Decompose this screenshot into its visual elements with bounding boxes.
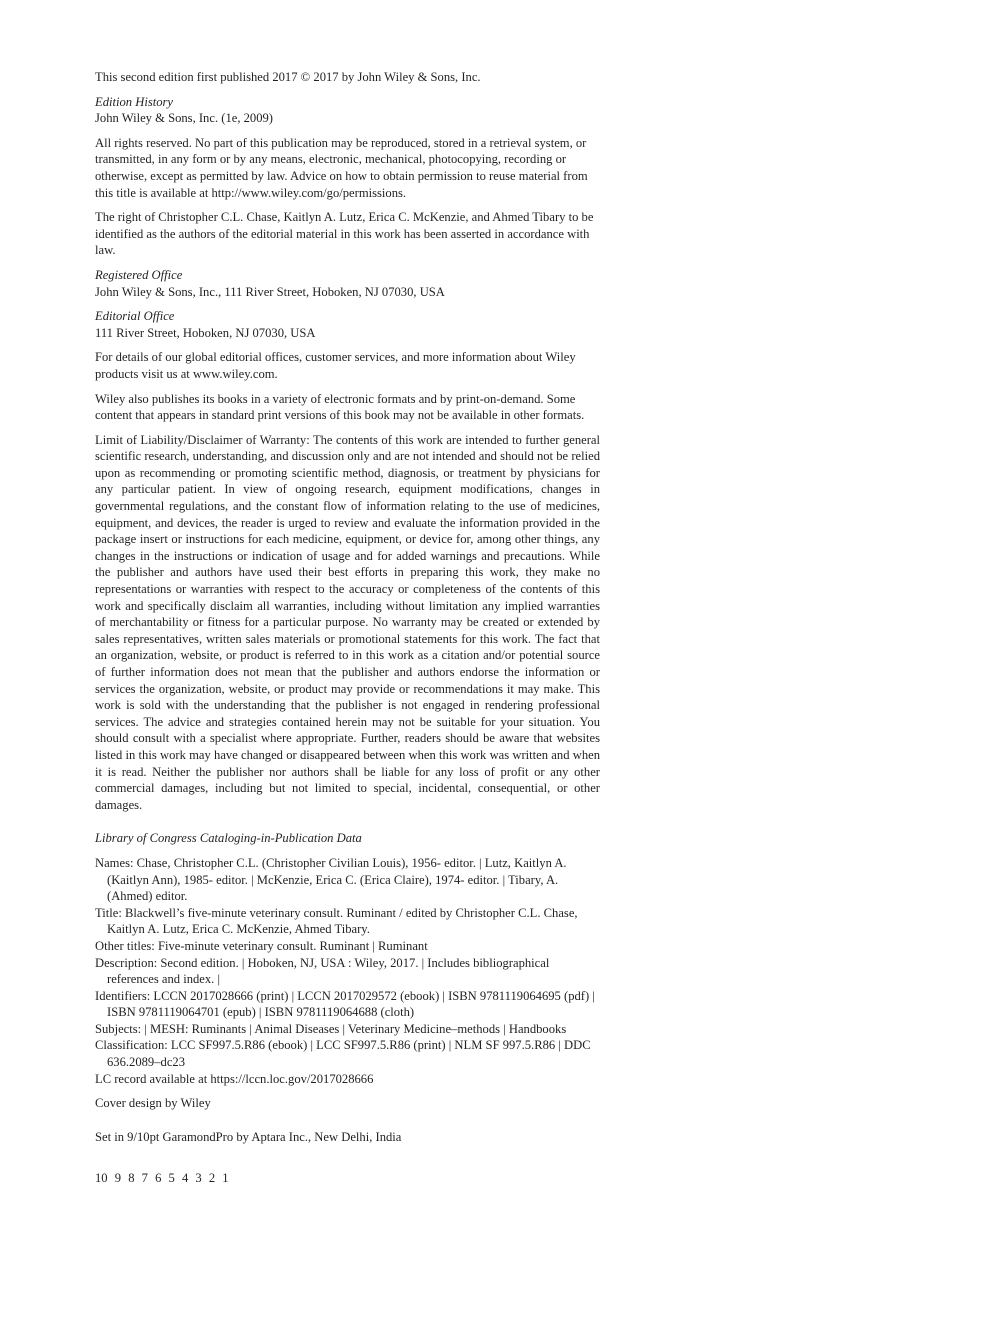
edition-history-heading: Edition History [95,94,174,109]
rights-statement: All rights reserved. No part of this publication may be reproduced, stored in a retrieval system, or transmitted, in any form or by any means, electronic, mechanical, photocopying, recording or otherwise, except as permitted by law. Advice on how to obtain permission to reuse material from this title is available at http://www.wiley.com/go/permissions. [95,135,588,200]
cip-description-entry: Description: Second edition. | Hoboken, NJ, USA : Wiley, 2017. | Includes bibliographical references and index. | [95,955,550,987]
cip-names-entry: Names: Chase, Christopher C.L. (Christopher Civilian Louis), 1956- editor. | Lutz, Kaitlyn A. (Kaitlyn Ann), 1985- editor. | McKenzie, Erica C. (Erica Claire), 1974- editor. | Tibary, A. (Ahmed) editor. [95,855,567,904]
edition-history-text: John Wiley & Sons, Inc. (1e, 2009) [95,111,274,126]
cip-other-titles-entry: Other titles: Five-minute veterinary consult. Ruminant | Ruminant [95,938,428,953]
editorial-office-section [95,308,600,341]
cip-section-heading-wrap [95,830,600,847]
authors-right-statement: The right of Christopher C.L. Chase, Kaitlyn A. Lutz, Erica C. McKenzie, and Ahmed Tibary to be identified as the authors of the editorial material in this work has been asserted in accordance with law. [95,210,594,258]
disclaimer-section [95,432,600,814]
first-published-text: This second edition first published 2017 © 2017 by John Wiley & Sons, Inc. [95,70,481,84]
cip-title-entry: Title: Blackwell’s five-minute veterinary consult. Ruminant / edited by Christopher C.L. Chase, Kaitlyn A. Lutz, Erica C. McKenzie, Ahmed Tibary. [95,905,578,937]
formats-section [95,391,600,424]
cip-identifiers-entry: Identifiers: LCCN 2017028666 (print) | LCCN 2017029572 (ebook) | ISBN 9781119064695 (pdf) | ISBN 9781119064701 (epub) | ISBN 9781119064688 (cloth) [95,988,595,1020]
registered-office-heading: Registered Office [95,267,183,282]
typesetting-credit: Set in 9/10pt GaramondPro by Aptara Inc., New Delhi, India [95,1129,402,1144]
editorial-office-address: 111 River Street, Hoboken, NJ 07030, USA [95,325,316,340]
copyright-page [95,69,600,1195]
global-offices-text: For details of our global editorial offices, customer services, and more information about Wiley products visit us at www.wiley.com. [95,350,576,381]
cip-subjects-entry: Subjects: | MESH: Ruminants | Animal Diseases | Veterinary Medicine–methods | Handbooks [95,1021,567,1036]
printing-line: 10 9 8 7 6 5 4 3 2 1 [95,1171,229,1186]
registered-office-address: John Wiley & Sons, Inc., 111 River Street, Hoboken, NJ 07030, USA [95,284,445,299]
registered-office-section [95,267,600,300]
edition-history-section [95,94,600,127]
rights-section [95,135,600,201]
editorial-office-heading: Editorial Office [95,309,175,324]
cip-entries [95,855,600,1071]
first-published-note [95,69,600,86]
global-offices-section [95,349,600,382]
disclaimer-text: Limit of Liability/Disclaimer of Warranty: The contents of this work are intended to further general scientific research, understanding, and discussion only and are not intended and should not be relied upon as recommending or promoting scientific method, diagnosis, or treatment by physicians for any particular patient. In view of ongoing research, equipment modifications, changes in governmental regulations, and the constant flow of information relating to the use of medicines, equipment, and devices, the reader is urged to review and evaluate the information provided in the package insert or instructions for each medicine, equipment, or device for, among other things, any changes in the instructions or indication of usage and for added warnings and precautions. While the publisher and authors have used their best efforts in preparing this work, they make no representations or warranties with respect to the accuracy or completeness of the contents of this work and specifically disclaim all warranties, including without limitation any implied warranties of merchantability or fitness for a particular purpose. No warranty may be created or extended by sales representatives, written sales materials or promotional statements for this work. The fact that an organization, website, or product is referred to in this work as a citation and/or potential source of further information does not mean that the publisher and authors endorse the information or services the organization, website, or product may provide or recommendations it may make. This work is sold with the understanding that the publisher is not engaged in rendering professional services. The advice and strategies contained herein may not be suitable for your situation. You should consult with a specialist where appropriate. Further, readers should be aware that websites listed in this work may have changed or disappeared between when this work was written and when it is read. Neither the publisher nor authors shall be liable for any loss of profit or any other commercial damages, including but not limited to special, incidental, consequential, or other damages. [95,432,600,812]
lc-record-link[interactable]: LC record available at https://lccn.loc.gov/2017028666 [95,1071,374,1086]
cover-design-credit: Cover design by Wiley [95,1096,211,1111]
cip-classification-entry: Classification: LCC SF997.5.R86 (ebook) | LCC SF997.5.R86 (print) | NLM SF 997.5.R86 | DDC 636.2089–dc23 [95,1038,591,1070]
cip-heading: Library of Congress Cataloging-in-Publication Data [95,831,362,846]
formats-text: Wiley also publishes its books in a variety of electronic formats and by print-on-demand. Some content that appears in standard print versions of this book may not be available in other formats. [95,391,585,423]
authors-right-section [95,209,600,259]
